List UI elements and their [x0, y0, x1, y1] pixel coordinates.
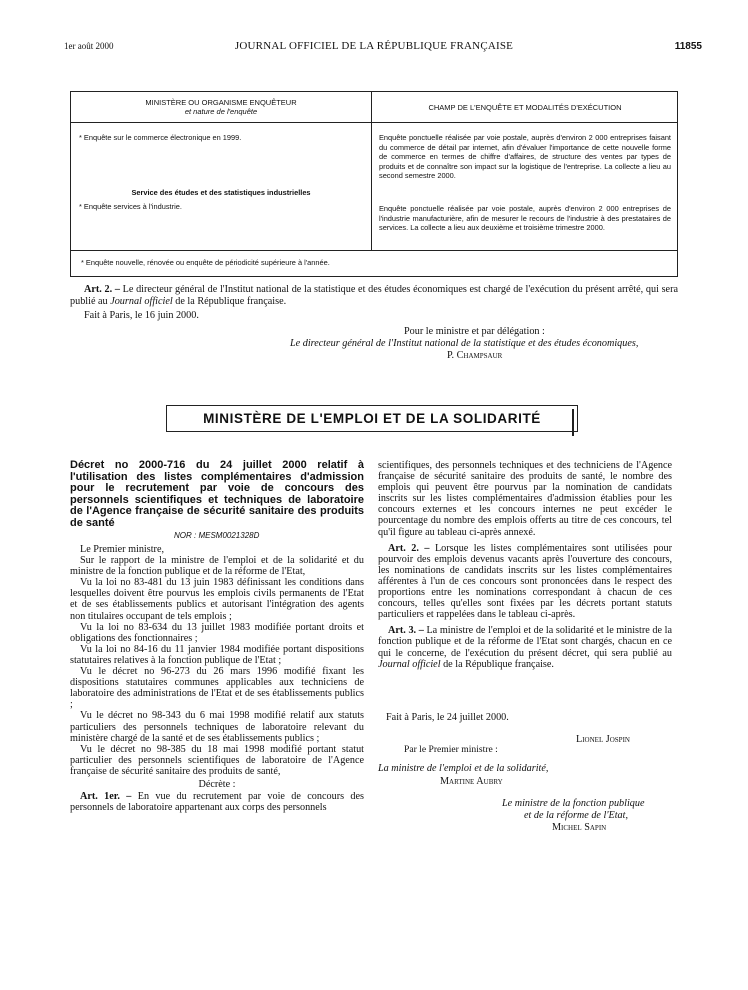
table-header-right: CHAMP DE L'ENQUÊTE ET MODALITÉS D'EXÉCUTION — [428, 103, 622, 112]
article-label: Art. 3. – — [388, 625, 424, 637]
table-divider — [371, 92, 372, 250]
table-header-left-title: MINISTÈRE OU ORGANISME ENQUÊTEUR — [145, 98, 297, 107]
signatory-role: et de la réforme de l'Etat, — [524, 810, 629, 821]
article-text: Lorsque les listes complémentaires sont utilisées pour pourvoir des emplois devenus vacants après l'ouverture des concours, les nominations de candidats inscrits sur les listes complémentaires afférentes à l'un de ces concours sont prononcées dans le respect des proportions entre les nominations correspondant à chacun de ces concours, telles qu'elles sont fixées par les décrets portant statuts particuliers et rappelées dans le tableau ci-après. — [378, 542, 672, 621]
signatory-role: Le directeur général de l'Institut national de la statistique et des études économiques, — [290, 338, 639, 349]
table-divider — [71, 122, 677, 123]
signatory-name: Michel Sapin — [552, 822, 607, 833]
article-paragraph — [70, 284, 678, 308]
article-text: Le directeur général de l'Institut national de la statistique et des études économiques est chargé de l'exécution du présent arrêté, qui sera publié au — [70, 284, 678, 308]
table-section-heading: Service des études et des statistiques industrielles — [131, 188, 311, 197]
article-label: Art. 2. – — [84, 284, 120, 295]
article-text: scientifiques, des personnels techniques et des techniciens de l'Agence française de sécurité sanitaire des produits de santé, le nombre des emplois qui peuvent être pourvus par la nomination de candidats inscrits sur les listes complémentaires d'admission établies pour les concours externes et les concours internes ne peut excéder le pourcentage du nombre des emplois offerts au titre de ces concours, tel qu'il figure au tableau ci-après annexé. — [378, 460, 672, 538]
article-paragraph — [378, 543, 672, 621]
decree-enacting-formula: Décrète : — [198, 778, 236, 790]
signatory-role: Par le Premier ministre : — [404, 744, 498, 755]
delegation-line: Pour le ministre et par délégation : — [404, 326, 545, 337]
table-header-left — [71, 98, 371, 116]
decree-title: Décret no 2000-716 du 24 juillet 2000 relatif à l'utilisation des listes complémentaires d'admission pour le recrutement par voie de concours des personnels scientifiques et techniques de laboratoire de l'Agence française de sécurité sanitaire des produits de santé — [70, 459, 364, 529]
article-paragraph — [378, 625, 672, 669]
table-divider — [71, 250, 677, 251]
article-text: La ministre de l'emploi et de la solidarité et le ministre de la fonction publique et de la réforme de l'Etat sont chargés, chacun en ce qui le concerne, de l'exécution du présent décret, qui sera publié au — [378, 625, 672, 659]
table-footnote: * Enquête nouvelle, rénovée ou enquête de périodicité supérieure à l'année. — [81, 258, 330, 267]
decree-paragraph: Vu le décret no 98-343 du 6 mai 1998 modifié relatif aux statuts particuliers des personnels techniques de laboratoire relevant du ministère chargé de la santé et de ses établissements publics ; — [70, 710, 364, 744]
signatory-role: La ministre de l'emploi et de la solidarité, — [378, 763, 549, 774]
article-text: En vue du recrutement par voie de concours des personnels de laboratoire appartenant aux corps des personnels — [70, 791, 364, 814]
ministry-title: MINISTÈRE DE L'EMPLOI ET DE LA SOLIDARITÉ — [203, 411, 541, 426]
signatory-name: Martine Aubry — [440, 776, 503, 787]
article-label: Art. 2. – — [388, 542, 430, 554]
table-header-left-subtitle: et nature de l'enquête — [184, 107, 258, 116]
ministry-banner — [166, 405, 578, 432]
decree-paragraph: Vu le décret no 98-385 du 18 mai 1998 modifié portant statut particulier des personnels scientifiques de laboratoire de l'Agence française de sécurité sanitaire des produits de santé, — [70, 743, 364, 777]
page-number: 11855 — [674, 41, 702, 52]
table-cell: Enquête ponctuelle réalisée par voie postale, auprès d'environ 2 000 entreprises faisant du commerce de détail par internet, afin d'évaluer l'importance de cette nouvelle forme de commerce en termes de chiffre d'affaires, de structure des ventes par types de produits et de connaître son impact sur la logistique de l'entreprise. La collecte a lieu au second semestre 2000. — [379, 133, 671, 181]
article-text: de la République française. — [172, 296, 287, 308]
table-cell: * Enquête services à l'industrie. — [79, 202, 182, 211]
issue-date: 1er août 2000 — [64, 41, 114, 51]
decree-left-column — [70, 544, 364, 813]
signatory-name: Lionel Jospin — [576, 734, 630, 745]
nor-reference: NOR : MESM0021328D — [174, 531, 260, 540]
decree-paragraph: Vu le décret no 96-273 du 26 mars 1996 modifié fixant les dispositions statutaires communes applicables aux techniciens de laboratoire des administrations de l'Etat et de ses établissements publics ; — [70, 666, 364, 711]
decree-right-column — [378, 460, 672, 670]
decree-paragraph: Vu la loi no 83-481 du 13 juin 1983 définissant les conditions dans lesquelles doivent être pourvus les emplois civils permanents de l'Etat et de ses établissements publics et autorisant l'intégration des agents non titulaires occupant de tels emplois ; — [70, 577, 364, 622]
decree-paragraph: Vu la loi no 83-634 du 13 juillet 1983 modifiée portant droits et obligations des fonctionnaires ; — [70, 621, 364, 644]
table-cell: * Enquête sur le commerce électronique en 1999. — [79, 133, 242, 142]
table-cell: Enquête ponctuelle réalisée par voie postale, auprès d'environ 2 000 entreprises de l'industrie manufacturière, afin de mesurer le recours de l'industrie à des prestataires de services. La collecte a lieu aux deuxième et troisième trimestre 2000. — [379, 204, 671, 233]
survey-table — [70, 91, 678, 277]
article-text: de la République française. — [440, 658, 554, 670]
decree-paragraph: Vu la loi no 84-16 du 11 janvier 1984 modifiée portant dispositions statutaires relatives à la fonction publique de l'Etat ; — [70, 643, 364, 666]
journal-reference: Journal officiel — [378, 658, 441, 670]
journal-reference: Journal officiel — [110, 296, 173, 308]
decree-paragraph: Le Premier ministre, — [80, 544, 165, 555]
signature-date: Fait à Paris, le 24 juillet 2000. — [386, 712, 509, 723]
signature-date: Fait à Paris, le 16 juin 2000. — [84, 310, 199, 321]
signatory-name: P. Champsaur — [447, 350, 503, 361]
signatory-role: Le ministre de la fonction publique — [502, 798, 645, 809]
article-paragraph — [70, 791, 364, 813]
article-label: Art. 1er. – — [80, 791, 132, 803]
decree-paragraph: Sur le rapport de la ministre de l'emploi et de la solidarité et du ministre de la fonction publique et de la réforme de l'Etat, — [70, 555, 364, 578]
journal-title: JOURNAL OFFICIEL DE LA RÉPUBLIQUE FRANÇAISE — [234, 40, 514, 52]
